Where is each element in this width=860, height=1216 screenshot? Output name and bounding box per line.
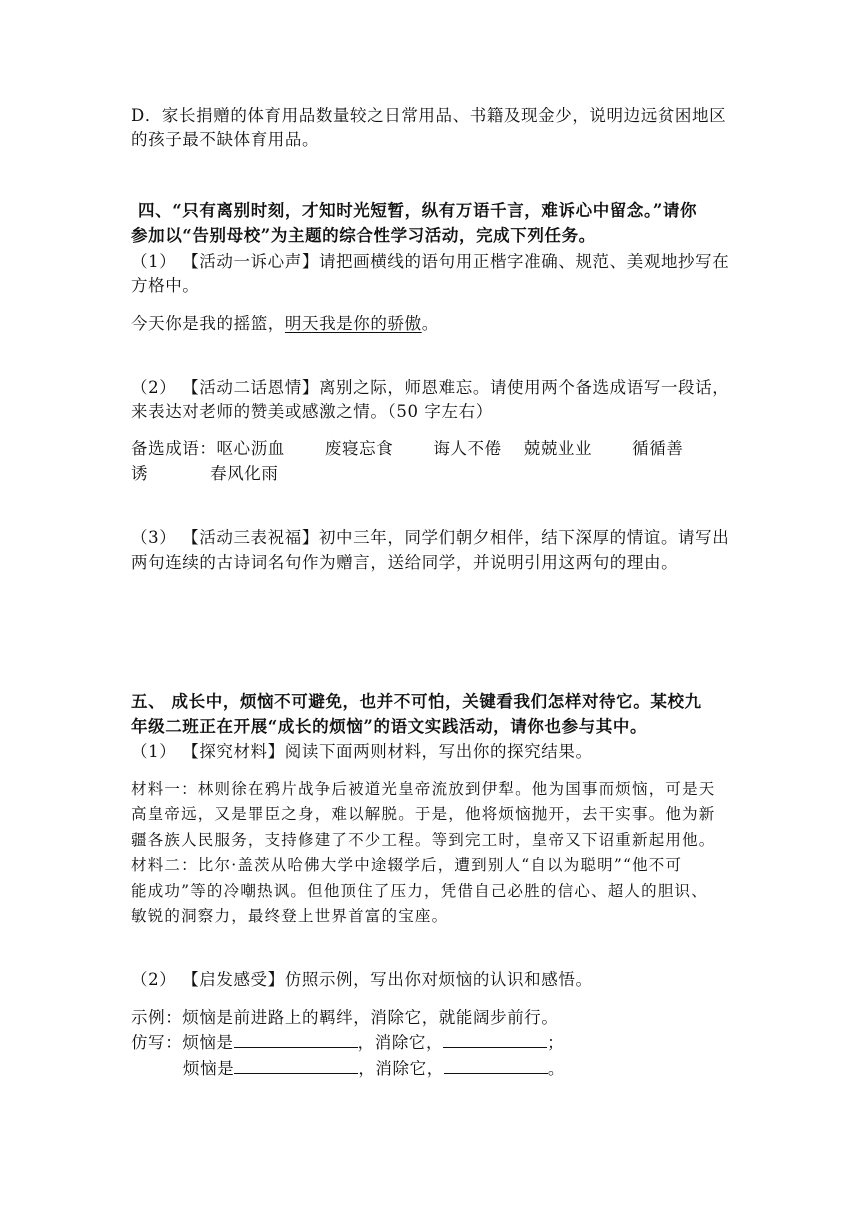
material-2-line-2: 能成功”等的冷嘲热讽。但他顶住了压力，凭借自己必胜的信心、超人的胆识、 (131, 882, 708, 900)
copy-sentence (131, 311, 439, 337)
idioms-label: 备选成语： (131, 439, 217, 458)
imitate-end: ； (547, 1033, 565, 1052)
copy-sentence-plain: 今天你是我的摇篮， (131, 314, 285, 333)
imitate-middle: ，消除它， (357, 1033, 444, 1052)
copy-sentence-end: 。 (421, 314, 439, 333)
idiom-item: 兢兢业业 (523, 439, 593, 458)
idiom-wrap: 诱 (131, 464, 149, 483)
idioms-row-2 (131, 461, 279, 487)
option-d-line-2: 的孩子最不缺体育用品。 (131, 130, 320, 149)
answer-blank[interactable] (443, 1030, 547, 1048)
imitate-end: 。 (547, 1059, 565, 1078)
section-4-q1-line-2: 方格中。 (131, 276, 200, 295)
imitate-label: 仿写： (131, 1033, 183, 1052)
section-4-q2-line-1: （2） 【活动二话恩情】离别之际，师恩难忘。请使用两个备选成语写一段话， (131, 378, 730, 397)
option-d-line-1: D．家长捐赠的体育用品数量较之日常用品、书籍及现金少，说明边远贫困地区 (131, 106, 727, 125)
section-5-q2: （2） 【启发感受】仿照示例，写出你对烦恼的认识和感悟。 (131, 970, 593, 989)
section-5-q1: （1） 【探究材料】阅读下面两则材料，写出你的探究结果。 (131, 742, 593, 761)
section-4-title-line-2: 参加以“告别母校”为主题的综合性学习活动，完成下列任务。 (131, 226, 596, 245)
material-2-line-3: 敏锐的洞察力，最终登上世界首富的宝座。 (131, 907, 449, 925)
imitate-middle: ，消除它， (358, 1059, 444, 1078)
section-4-q1-line-1: （1） 【活动一诉心声】请把画横线的语句用正楷字准确、规范、美观地抄写在 (131, 252, 730, 271)
material-1-line-1: 材料一：林则徐在鸦片战争后被道光皇帝流放到伊犁。他为国事而烦恼，可是天 (131, 780, 716, 798)
idiom-item: 呕心沥血 (216, 439, 285, 458)
imitate-prefix: 烦恼是 (183, 1059, 235, 1078)
material-1-line-2: 高皇帝远，又是罪臣之身，难以解脱。于是，他将烦恼抛开，去干实事。他为新 (131, 805, 716, 823)
imitate-row-1 (131, 1030, 564, 1056)
section-4-q3-line-2: 两句连续的古诗词名句作为赠言，送给同学，并说明引用这两句的理由。 (131, 553, 679, 572)
idiom-item: 春风化雨 (210, 464, 279, 483)
idioms-row (131, 436, 683, 462)
section-5-title-line-1: 五、 成长中，烦恼不可避免，也并不可怕，关键看我们怎样对待它。某校九 (131, 692, 702, 711)
idiom-item: 废寝忘食 (324, 439, 394, 458)
answer-blank[interactable] (234, 1056, 358, 1074)
imitate-prefix: 烦恼是 (182, 1033, 234, 1052)
imitate-row-2 (183, 1056, 565, 1082)
section-4-title-line-1: 四、“只有离别时刻，才知时光短暂，纵有万语千言，难诉心中留念。”请你 (138, 201, 698, 220)
section-4-q2-line-2: 来表达对老师的赞美或感激之情。（50 字左右） (131, 402, 493, 421)
section-5-title-line-2: 年级二班正在开展“成长的烦恼”的语文实践活动，请你也参与其中。 (131, 717, 648, 736)
idiom-item: 循循善 (632, 439, 684, 458)
material-1-line-3: 疆各族人民服务，支持修建了不少工程。等到完工时，皇帝又下诏重新起用他。 (131, 831, 716, 849)
example-sentence: 示例：烦恼是前进路上的羁绊，消除它，就能阔步前行。 (131, 1008, 559, 1027)
copy-sentence-underlined: 明天我是你的骄傲 (284, 314, 422, 333)
section-4-q3-line-1: （3） 【活动三表祝福】初中三年，同学们朝夕相伴，结下深厚的情谊。请写出 (131, 528, 730, 547)
material-2-line-1: 材料二：比尔·盖茨从哈佛大学中途辍学后，遭到别人“自以为聪明”“他不可 (131, 856, 683, 874)
idiom-item: 诲人不倦 (433, 439, 502, 458)
answer-blank[interactable] (444, 1056, 548, 1074)
answer-blank[interactable] (234, 1030, 358, 1048)
